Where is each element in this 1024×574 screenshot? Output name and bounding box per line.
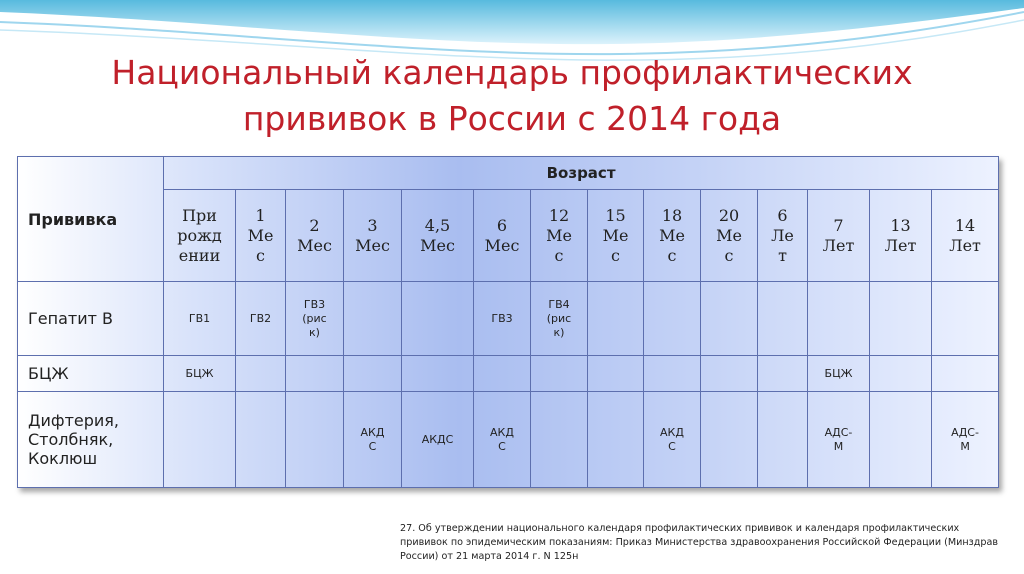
schedule-cell: БЦЖ (164, 356, 236, 392)
schedule-cell (870, 392, 932, 488)
schedule-cell: АДС- М (808, 392, 870, 488)
vaccine-name: Гепатит В (18, 282, 164, 356)
schedule-cell (164, 392, 236, 488)
schedule-cell (932, 282, 999, 356)
schedule-cell (701, 392, 758, 488)
schedule-cell (588, 356, 644, 392)
schedule-cell (474, 356, 531, 392)
age-column-header: 20 Ме с (701, 190, 758, 282)
schedule-cell (701, 282, 758, 356)
schedule-cell (932, 356, 999, 392)
age-column-header: При рожд ении (164, 190, 236, 282)
schedule-cell (588, 282, 644, 356)
schedule-cell: АКДС (402, 392, 474, 488)
schedule-cell (758, 282, 808, 356)
schedule-cell (808, 282, 870, 356)
schedule-cell (344, 356, 402, 392)
schedule-cell (286, 356, 344, 392)
schedule-cell (236, 392, 286, 488)
schedule-cell: АКД С (644, 392, 701, 488)
schedule-cell (870, 282, 932, 356)
age-column-header: 6 Мес (474, 190, 531, 282)
schedule-cell (402, 282, 474, 356)
schedule-cell (236, 356, 286, 392)
schedule-cell (286, 392, 344, 488)
title-line-2: прививок в России с 2014 года (242, 99, 782, 138)
age-column-header: 7 Лет (808, 190, 870, 282)
age-header: Возраст (164, 157, 999, 190)
age-column-header: 1 Ме с (236, 190, 286, 282)
page-title (0, 50, 1024, 142)
schedule-cell (758, 356, 808, 392)
age-column-header: 13 Лет (870, 190, 932, 282)
vaccination-calendar-table (17, 156, 999, 488)
age-column-header: 14 Лет (932, 190, 999, 282)
vaccine-name: БЦЖ (18, 356, 164, 392)
schedule-cell (701, 356, 758, 392)
schedule-cell: ГВ2 (236, 282, 286, 356)
schedule-cell: БЦЖ (808, 356, 870, 392)
schedule-cell: ГВ1 (164, 282, 236, 356)
schedule-cell: ГВ3 (474, 282, 531, 356)
schedule-cell (588, 392, 644, 488)
schedule-cell (344, 282, 402, 356)
schedule-cell (402, 356, 474, 392)
schedule-cell: ГВ4 (рис к) (531, 282, 588, 356)
schedule-cell: АКД С (474, 392, 531, 488)
age-column-header: 18 Ме с (644, 190, 701, 282)
schedule-cell (531, 392, 588, 488)
schedule-cell: АДС- М (932, 392, 999, 488)
footnote: 27. Об утверждении национального календаря профилактических прививок и календаря профилактических прививок по эпидемическим показаниям: Приказ Министерства здравоохранения Российской Федерации (Минздрав России) от 21 марта 2014 г. N 125н (400, 523, 999, 562)
schedule-cell (644, 282, 701, 356)
age-column-header: 3 Мес (344, 190, 402, 282)
age-column-header: 12 Ме с (531, 190, 588, 282)
schedule-cell (644, 356, 701, 392)
vaccine-column-header: Прививка (18, 157, 164, 282)
schedule-cell (758, 392, 808, 488)
age-column-header: 2 Мес (286, 190, 344, 282)
vaccine-name: Дифтерия, Столбняк, Коклюш (18, 392, 164, 488)
age-column-header: 6 Ле т (758, 190, 808, 282)
schedule-cell: АКД С (344, 392, 402, 488)
schedule-cell: ГВ3 (рис к) (286, 282, 344, 356)
schedule-cell (531, 356, 588, 392)
schedule-cell (870, 356, 932, 392)
age-column-header: 15 Ме с (588, 190, 644, 282)
age-column-header: 4,5 Мес (402, 190, 474, 282)
title-line-1: Национальный календарь профилактических (111, 53, 913, 92)
